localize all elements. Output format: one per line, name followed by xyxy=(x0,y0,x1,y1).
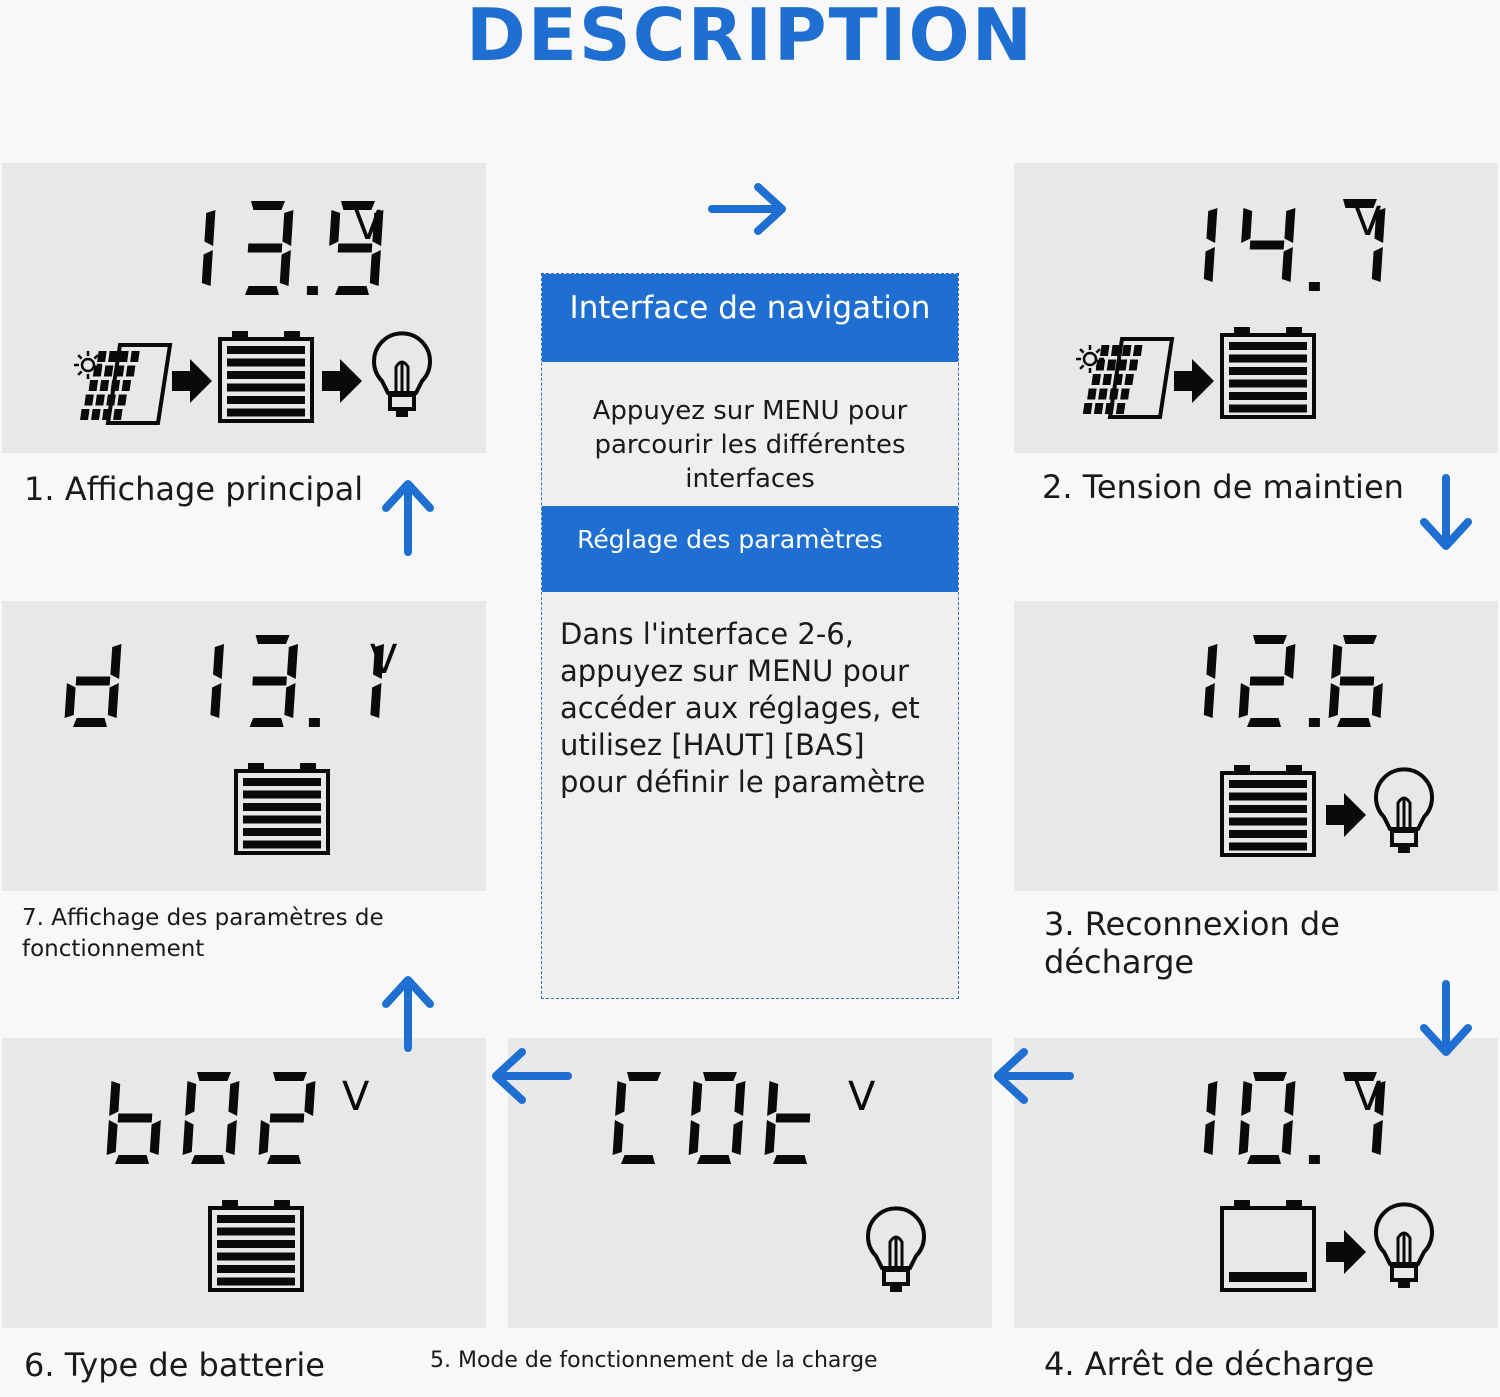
arrow-up-icon xyxy=(378,972,438,1052)
arrow-up-icon xyxy=(378,476,438,556)
battery-full-icon xyxy=(210,1200,302,1290)
lcd-digit xyxy=(65,644,122,727)
screen-2-panel xyxy=(1014,163,1498,453)
decimal-point xyxy=(1309,1155,1320,1164)
arrow-right-icon xyxy=(1326,1230,1366,1274)
screen-7-display xyxy=(2,601,486,891)
bulb-icon xyxy=(1376,769,1432,853)
lcd-digit xyxy=(613,1072,661,1164)
battery-empty-icon xyxy=(1222,1200,1314,1290)
lcd-digit xyxy=(1239,635,1296,727)
menu-hint xyxy=(542,394,958,496)
lcd-digit xyxy=(1239,1072,1296,1164)
lcd-digit xyxy=(245,201,293,295)
screen-4-display xyxy=(1014,1038,1498,1328)
lcd-digit xyxy=(1204,644,1218,718)
unit-label: V xyxy=(342,1074,370,1120)
screen-5-panel xyxy=(508,1038,992,1328)
screen-7-caption xyxy=(22,903,384,965)
menu-hint-line: Appuyez sur MENU pour xyxy=(592,396,908,426)
unit-label: V xyxy=(848,1074,876,1120)
settings-instructions xyxy=(560,616,950,801)
arrow-right-icon xyxy=(172,359,212,403)
navigation-box xyxy=(541,273,959,999)
settings-line: pour définir le paramètre xyxy=(560,765,926,799)
unit-label: V xyxy=(1354,1074,1382,1120)
settings-line: appuyez sur MENU pour xyxy=(560,654,909,688)
menu-hint-line: parcourir les différentes xyxy=(594,430,906,460)
unit-label: V xyxy=(1354,199,1382,245)
battery-full-icon xyxy=(220,331,312,421)
bulb-icon xyxy=(374,333,430,417)
screen-7-caption-line: fonctionnement xyxy=(22,936,205,962)
screen-1-panel xyxy=(2,163,486,453)
settings-line: Dans l'interface 2-6, xyxy=(560,617,854,651)
battery-full-icon xyxy=(1222,765,1314,855)
arrow-left-icon xyxy=(990,1044,1074,1108)
decimal-point xyxy=(307,286,318,295)
page-title: DESCRIPTION xyxy=(465,0,1034,77)
arrow-down-icon xyxy=(1416,474,1476,554)
arrow-right-icon xyxy=(1174,359,1214,403)
screen-3-panel xyxy=(1014,601,1498,891)
decimal-point xyxy=(1309,718,1320,727)
unit-label: V xyxy=(370,637,398,683)
arrow-left-icon xyxy=(488,1044,572,1108)
screen-4-panel xyxy=(1014,1038,1498,1328)
lcd-digit xyxy=(1241,208,1295,282)
solar-panel-icon xyxy=(1083,339,1172,417)
decimal-point xyxy=(1309,282,1320,291)
screen-6-display xyxy=(2,1038,486,1328)
lcd-digit xyxy=(1329,635,1383,727)
battery-full-icon xyxy=(1222,327,1314,417)
menu-hint-line: interfaces xyxy=(685,464,815,494)
lcd-digit xyxy=(765,1081,811,1164)
screen-1-display xyxy=(2,163,486,453)
screen-5-display xyxy=(508,1038,992,1328)
settings-header: Réglage des paramètres xyxy=(542,506,958,592)
bulb-icon xyxy=(1376,1204,1432,1288)
settings-line: utilisez [HAUT] [BAS] xyxy=(560,728,865,762)
lcd-digit xyxy=(250,635,298,727)
lcd-digit xyxy=(689,1072,746,1164)
lcd-digit xyxy=(210,644,224,718)
screen-2-display xyxy=(1014,163,1498,453)
screen-7-panel xyxy=(2,601,486,891)
screen-2-caption: 2. Tension de maintien xyxy=(1042,468,1404,506)
screen-6-panel xyxy=(2,1038,486,1328)
solar-panel-icon xyxy=(80,345,170,423)
lcd-digit xyxy=(1204,1081,1218,1155)
bulb-icon xyxy=(868,1208,924,1292)
lcd-digit xyxy=(259,1072,316,1164)
screen-5-caption: 5. Mode de fonctionnement de la charge xyxy=(430,1348,878,1373)
settings-line: accéder aux réglages, et xyxy=(560,691,920,725)
screen-7-caption-line: 7. Affichage des paramètres de xyxy=(22,905,384,931)
screen-6-caption: 6. Type de batterie xyxy=(24,1346,325,1384)
lcd-digit xyxy=(202,210,216,286)
unit-label: V xyxy=(354,203,382,249)
decimal-point xyxy=(309,718,320,727)
screen-4-caption: 4. Arrêt de décharge xyxy=(1044,1345,1375,1383)
lcd-digit xyxy=(107,1081,161,1164)
navigation-header: Interface de navigation xyxy=(542,274,958,362)
arrow-down-icon xyxy=(1416,980,1476,1060)
screen-3-display xyxy=(1014,601,1498,891)
lcd-digit xyxy=(1204,208,1218,282)
arrow-right-icon xyxy=(1326,793,1366,837)
battery-full-icon xyxy=(236,763,328,853)
screen-1-caption: 1. Affichage principal xyxy=(24,470,364,508)
arrow-right-icon xyxy=(322,359,362,403)
arrow-right-icon xyxy=(708,180,792,238)
screen-3-caption: 3. Reconnexion de décharge xyxy=(1044,905,1340,981)
lcd-digit xyxy=(183,1072,240,1164)
